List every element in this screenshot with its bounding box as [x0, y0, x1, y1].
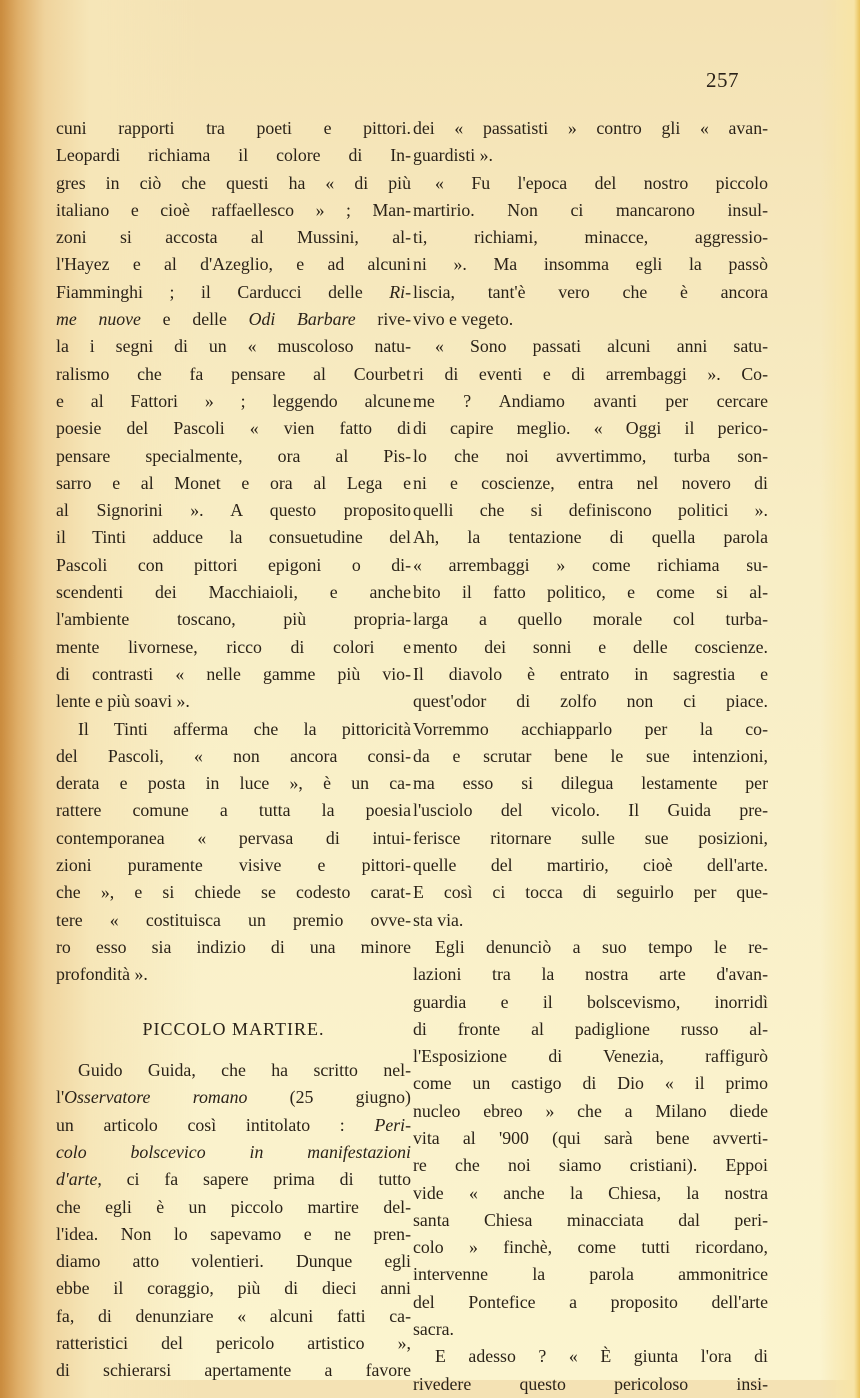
right-text-column [413, 115, 768, 1398]
text-line [56, 716, 411, 743]
text-segment: di schierarsi apertamente a favore [56, 1360, 411, 1381]
text-line [56, 661, 411, 688]
italic-text: Peri- [374, 1114, 411, 1135]
text-segment: del Pontefice a proposito dell'arte [413, 1291, 768, 1312]
text-segment: lente e più soavi ». [56, 691, 190, 712]
text-line [413, 1125, 768, 1152]
text-segment: liscia, tant'è vero che è ancora [413, 281, 768, 302]
text-line [413, 1043, 768, 1070]
text-segment: me ? Andiamo avanti per cercare [413, 390, 768, 411]
text-segment: zoni si accosta al Mussini, al- [56, 227, 411, 248]
text-line [413, 1207, 768, 1234]
text-segment: vide « anche la Chiesa, la nostra [413, 1182, 768, 1203]
text-segment: Il Tinti afferma che la pittoricità [78, 718, 411, 739]
text-segment: ma esso si dilegua lestamente per [413, 773, 768, 794]
text-segment: ralismo che fa pensare al Courbet [56, 363, 411, 384]
text-segment: pensare specialmente, ora al Pis- [56, 445, 411, 466]
text-segment: diamo atto volentieri. Dunque egli [56, 1251, 411, 1272]
text-line [413, 661, 768, 688]
text-line [413, 361, 768, 388]
text-line [56, 142, 411, 169]
text-line [413, 497, 768, 524]
text-segment: Egli denunciò a suo tempo le re- [435, 936, 768, 957]
text-line [56, 1221, 411, 1248]
text-segment: ni ». Ma insomma egli la passò [413, 254, 768, 275]
text-line [413, 1234, 768, 1261]
text-segment: Guido Guida, che ha scritto nel- [78, 1060, 411, 1081]
text-segment: Pascoli con pittori epigoni o di- [56, 554, 411, 575]
text-segment: re che noi siamo cristiani). Eppoi [413, 1155, 768, 1176]
text-line [413, 443, 768, 470]
text-line [413, 579, 768, 606]
text-segment: del Pascoli, « non ancora consi- [56, 745, 411, 766]
text-segment: quelle del martirio, cioè dell'arte. [413, 855, 768, 876]
text-segment: sacra. [413, 1319, 454, 1340]
text-line [56, 333, 411, 360]
text-segment: lo che noi avvertimmo, turba son- [413, 445, 768, 466]
text-segment: ti, richiami, minacce, aggressio- [413, 227, 768, 248]
text-segment: E così ci tocca di seguirlo per que- [413, 882, 768, 903]
text-line [413, 170, 768, 197]
text-segment: quelli che si definiscono politici ». [413, 500, 768, 521]
text-line [56, 961, 411, 988]
text-line [56, 797, 411, 824]
text-line [413, 1070, 768, 1097]
text-segment: l'ambiente toscano, più propria- [56, 609, 411, 630]
text-segment: italiano e cioè raffaellesco » ; Man- [56, 199, 411, 220]
text-segment: la i segni di un « muscoloso natu- [56, 336, 411, 357]
text-line [56, 1057, 411, 1084]
text-segment: tere « costituisca un premio ovve- [56, 909, 411, 930]
text-line [413, 1261, 768, 1288]
text-segment: Il diavolo è entrato in sagrestia e [413, 663, 768, 684]
text-line [56, 825, 411, 852]
text-segment: gres in ciò che questi ha « di più [56, 172, 411, 193]
italic-text: me nuove [56, 309, 141, 330]
text-line [413, 716, 768, 743]
text-line [56, 115, 411, 142]
text-line [56, 251, 411, 278]
text-line [56, 279, 411, 306]
text-line [56, 1248, 411, 1275]
text-line [413, 961, 768, 988]
text-segment: come un castigo di Dio « il primo [413, 1073, 768, 1094]
text-segment: mento dei sonni e delle coscienze. [413, 636, 768, 657]
text-line [56, 1303, 411, 1330]
text-line [413, 1316, 768, 1343]
text-segment: colo » finchè, come tutti ricordano, [413, 1237, 768, 1258]
text-line [413, 470, 768, 497]
text-line [413, 825, 768, 852]
text-segment: guardia e il bolscevismo, inorridì [413, 991, 768, 1012]
text-segment: al Signorini ». A questo proposito [56, 500, 411, 521]
text-line [413, 1371, 768, 1398]
text-line [413, 1343, 768, 1370]
text-line [413, 552, 768, 579]
text-line [56, 1166, 411, 1193]
section-heading [56, 1016, 411, 1043]
text-line [56, 1112, 411, 1139]
text-segment: ro esso sia indizio di una minore [56, 936, 411, 957]
text-line [56, 879, 411, 906]
text-line [56, 361, 411, 388]
text-segment: derata e posta in luce », è un ca- [56, 773, 411, 794]
italic-text: Odi Barbare [248, 309, 356, 330]
text-line [56, 688, 411, 715]
text-line [413, 688, 768, 715]
text-line [56, 497, 411, 524]
text-line [56, 743, 411, 770]
text-segment: ratteristici del pericolo artistico », [56, 1333, 411, 1354]
text-segment: rive- [355, 309, 411, 330]
text-segment: e delle [140, 309, 249, 330]
text-line [413, 224, 768, 251]
page-number: 257 [706, 68, 739, 92]
text-segment: lazioni tra la nostra arte d'avan- [413, 964, 768, 985]
text-line [413, 142, 768, 169]
text-line [413, 524, 768, 551]
text-line [413, 852, 768, 879]
text-line [413, 934, 768, 961]
text-line [56, 470, 411, 497]
text-segment: l' [56, 1087, 65, 1108]
text-line [413, 907, 768, 934]
text-line [56, 197, 411, 224]
text-segment: Fiamminghi ; il Carducci delle [56, 281, 390, 302]
paragraph-spacer [56, 989, 411, 1016]
text-segment: contemporanea « pervasa di intui- [56, 827, 411, 848]
text-segment: l'Esposizione di Venezia, raffigurò [413, 1046, 768, 1067]
text-segment: rattere comune a tutta la poesia [56, 800, 411, 821]
text-line [56, 1330, 411, 1357]
text-segment: fa, di denunziare « alcuni fatti ca- [56, 1305, 411, 1326]
text-segment: di fronte al padiglione russo al- [413, 1018, 768, 1039]
paragraph-spacer [56, 1043, 411, 1057]
text-segment: intervenne la parola ammonitrice [413, 1264, 768, 1285]
text-segment: poesie del Pascoli « vien fatto di [56, 418, 411, 439]
text-segment: l'Hayez e al d'Azeglio, e ad alcuni [56, 254, 411, 275]
text-segment: ri di eventi e di arrembaggi ». Co- [413, 363, 768, 384]
text-segment: vivo e vegeto. [413, 309, 514, 330]
text-segment: martirio. Non ci mancarono insul- [413, 199, 768, 220]
text-line [56, 1084, 411, 1111]
text-line [56, 1194, 411, 1221]
text-segment: mente livornese, ricco di colori e [56, 636, 411, 657]
text-segment: scendenti dei Macchiaioli, e anche [56, 582, 411, 603]
text-line [413, 306, 768, 333]
text-segment: ebbe il coraggio, più di dieci anni [56, 1278, 411, 1299]
left-text-column [56, 115, 411, 1385]
text-segment: rivedere questo pericoloso insi- [413, 1373, 768, 1394]
text-segment: che egli è un piccolo martire del- [56, 1196, 411, 1217]
text-line [56, 552, 411, 579]
text-segment: quest'odor di zolfo non ci piace. [413, 691, 768, 712]
text-segment: Ah, la tentazione di quella parola [413, 527, 768, 548]
text-line [413, 743, 768, 770]
text-segment: santa Chiesa minacciata dal peri- [413, 1209, 768, 1230]
text-segment: vita al '900 (qui sarà bene avverti- [413, 1127, 768, 1148]
text-line [413, 879, 768, 906]
text-segment: sarro e al Monet e ora al Lega e [56, 472, 411, 493]
text-line [413, 388, 768, 415]
text-line [56, 1139, 411, 1166]
text-line [56, 1275, 411, 1302]
text-segment: di capire meglio. « Oggi il perico- [413, 418, 768, 439]
text-segment: « Fu l'epoca del nostro piccolo [435, 172, 768, 193]
text-segment: dei « passatisti » contro gli « avan- [413, 118, 768, 138]
text-line [56, 415, 411, 442]
text-line [56, 907, 411, 934]
text-segment: Vorremmo acchiapparlo per la co- [413, 718, 768, 739]
text-line [413, 1152, 768, 1179]
text-line [56, 634, 411, 661]
text-segment: larga a quello morale col turba- [413, 609, 768, 630]
text-segment: di contrasti « nelle gamme più vio- [56, 663, 411, 684]
text-segment: l'usciolo del vicolo. Il Guida pre- [413, 800, 768, 821]
italic-text: colo bolscevico in manifestazioni [56, 1141, 411, 1162]
text-line [56, 306, 411, 333]
text-line [56, 443, 411, 470]
italic-text: Osservatore romano [64, 1087, 248, 1108]
text-segment: e al Fattori » ; leggendo alcune [56, 390, 411, 411]
italic-text: Ri- [389, 281, 411, 302]
text-line [56, 770, 411, 797]
text-segment: PICCOLO MARTIRE. [142, 1018, 325, 1039]
text-line [56, 388, 411, 415]
text-line [56, 170, 411, 197]
text-line [413, 634, 768, 661]
text-line [413, 1289, 768, 1316]
text-line [56, 579, 411, 606]
text-segment: sta via. [413, 909, 464, 930]
text-line [413, 606, 768, 633]
text-line [56, 606, 411, 633]
text-line [413, 989, 768, 1016]
text-segment: ferisce ritornare sulle sue posizioni, [413, 827, 768, 848]
text-line [413, 1180, 768, 1207]
text-line [413, 251, 768, 278]
text-line [56, 934, 411, 961]
text-segment: nucleo ebreo » che a Milano diede [413, 1100, 768, 1121]
text-segment: che », e si chiede se codesto carat- [56, 882, 411, 903]
text-segment: bito il fatto politico, e come si al- [413, 582, 768, 603]
text-segment: ni e coscienze, entra nel novero di [413, 472, 768, 493]
italic-text: d'arte [56, 1169, 98, 1190]
text-segment: zioni puramente visive e pittori- [56, 855, 411, 876]
text-line [413, 279, 768, 306]
text-line [413, 770, 768, 797]
text-line [413, 1016, 768, 1043]
text-segment: guardisti ». [413, 145, 494, 166]
text-line [413, 1098, 768, 1125]
text-line [56, 852, 411, 879]
text-segment: il Tinti adduce la consuetudine del [56, 527, 411, 548]
text-line [413, 415, 768, 442]
text-segment: « arrembaggi » come richiama su- [413, 554, 768, 575]
text-segment: l'idea. Non lo sapevamo e ne pren- [56, 1223, 411, 1244]
text-line [413, 197, 768, 224]
text-line [413, 333, 768, 360]
text-segment: da e scrutar bene le sue intenzioni, [413, 745, 768, 766]
text-segment: E adesso ? « È giunta l'ora di [435, 1346, 768, 1367]
text-line [413, 115, 768, 142]
text-segment: Leopardi richiama il colore di In- [56, 145, 411, 166]
text-segment: (25 giugno) [247, 1087, 411, 1108]
text-line [56, 1357, 411, 1384]
text-segment: profondità ». [56, 964, 148, 985]
text-segment: cuni rapporti tra poeti e pittori. [56, 118, 411, 138]
text-segment: « Sono passati alcuni anni satu- [435, 336, 768, 357]
text-segment: un articolo così intitolato : [56, 1114, 375, 1135]
text-line [413, 797, 768, 824]
text-line [56, 524, 411, 551]
text-line [56, 224, 411, 251]
text-segment: , ci fa sapere prima di tutto [97, 1169, 411, 1190]
